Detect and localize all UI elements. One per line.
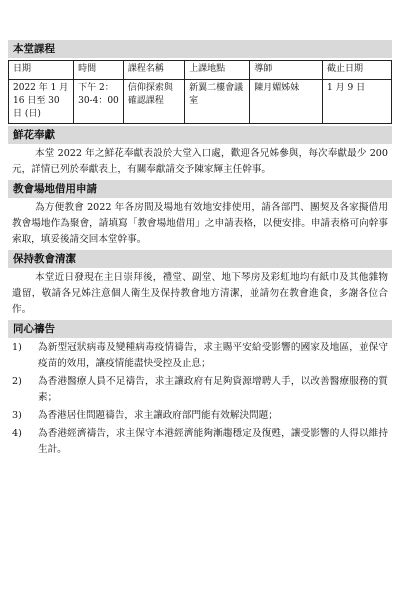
list-item bbox=[12, 340, 388, 372]
prayer-number: 3) bbox=[12, 410, 22, 421]
prayer-text: 為香港居住問題禱告，求主讓政府部門能有效解決問題； bbox=[38, 410, 278, 421]
list-item bbox=[12, 426, 388, 458]
course-location: 新翼二樓會議室 bbox=[185, 80, 250, 124]
course-heading: 本堂課程 bbox=[8, 40, 392, 58]
col-teacher-header: 導師 bbox=[250, 61, 323, 80]
venue-heading: 教會場地借用申請 bbox=[8, 180, 392, 198]
col-time-header: 時間 bbox=[74, 61, 124, 80]
prayer-heading: 同心禱告 bbox=[8, 320, 392, 338]
flowers-text: 本堂 2022 年之鮮花奉獻表設於大堂入口處，歡迎各兄姊參與，每次奉獻最少 200 元，詳情已列於奉獻表上，有關奉獻請交予陳家輝主任幹事。 bbox=[12, 148, 388, 175]
venue-text: 為方便教會 2022 年各房間及場地有效地安排使用，請各部門、團契及各家擬借用教會場地作為聚會，請填寫「教會場地借用」之申請表格，以便安排。申請表格可向幹事索取，填妥後請交回本堂幹事。 bbox=[12, 202, 388, 245]
prayer-text: 為香港經濟禱告，求主保守本港經濟能夠漸趨穩定及復甦，讓受影響的人得以維持生計。 bbox=[38, 428, 388, 455]
prayer-text: 為香港醫療人員不足禱告，求主讓政府有足夠資源增聘人手，以改善醫療服務的質素； bbox=[38, 376, 388, 403]
bulletin-page bbox=[8, 40, 392, 460]
prayer-number: 4) bbox=[12, 428, 22, 439]
flowers-heading: 鮮花奉獻 bbox=[8, 126, 392, 144]
clean-heading: 保持教會清潔 bbox=[8, 250, 392, 268]
prayer-list bbox=[8, 338, 392, 458]
col-name-header: 課程名稱 bbox=[123, 61, 184, 80]
prayer-number: 2) bbox=[12, 376, 22, 387]
table-row bbox=[9, 80, 392, 124]
prayer-number: 1) bbox=[12, 342, 22, 353]
course-time: 下午 2：30-4：00 bbox=[74, 80, 124, 124]
course-table-header-row bbox=[9, 61, 392, 80]
list-item bbox=[12, 374, 388, 406]
clean-text: 本堂近日發現在主日崇拜後，禮堂、副堂、地下琴房及彩虹地均有紙巾及其他雜物遺留，敬請各兄姊注意個人衛生及保持教會地方清潔，並請勿在教會進食，多謝各位合作。 bbox=[12, 272, 388, 315]
course-date: 2022 年 1 月 16 日至 30 日 (日) bbox=[9, 80, 74, 124]
col-date-header: 日期 bbox=[9, 61, 74, 80]
course-teacher: 陳月媚姊妹 bbox=[250, 80, 323, 124]
course-name: 信仰探索與確認課程 bbox=[123, 80, 184, 124]
course-deadline: 1 月 9 日 bbox=[323, 80, 392, 124]
col-location-header: 上課地點 bbox=[185, 61, 250, 80]
prayer-text: 為新型冠狀病毒及變種病毒疫情禱告，求主賜平安給受影響的國家及地區，並保守疫苗的效用，讓疫情能盡快受控及止息； bbox=[38, 342, 388, 369]
course-table bbox=[8, 60, 392, 124]
col-deadline-header: 截止日期 bbox=[323, 61, 392, 80]
list-item bbox=[12, 408, 388, 424]
